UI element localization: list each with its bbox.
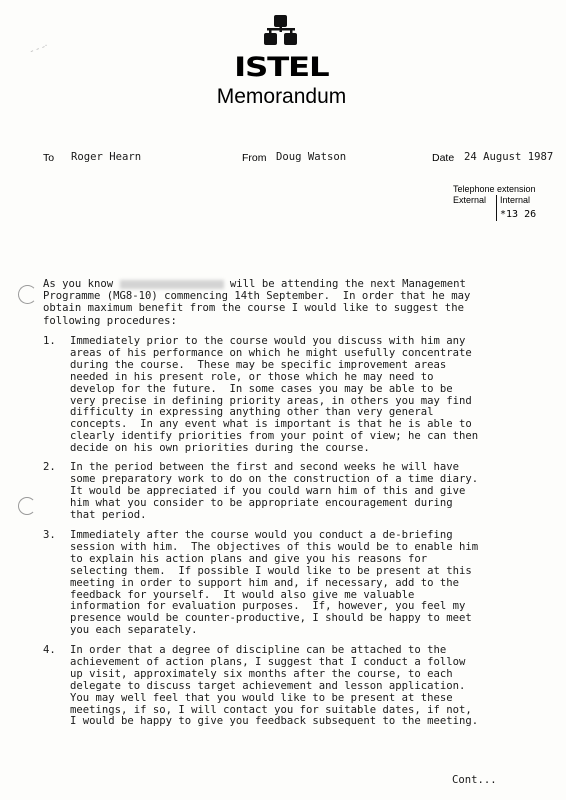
intro-text-start: As you know — [43, 278, 120, 290]
to-label: To — [43, 152, 55, 164]
internal-value: *13 26 — [500, 209, 537, 220]
external-value — [453, 206, 497, 221]
brand-name: ISTEL — [234, 52, 329, 83]
intro-text-end: will be attending the next Management — [223, 278, 466, 290]
punch-hole — [18, 497, 36, 515]
item-number: 3. — [43, 529, 56, 541]
list-item — [43, 335, 523, 455]
list-item — [43, 461, 523, 521]
telephone-label: Telephone extension — [453, 184, 536, 194]
telephone-extension — [453, 184, 536, 221]
memo-title: Memorandum — [216, 85, 347, 108]
continued-note: Cont... — [452, 774, 497, 786]
item-text: Immediately after the course would you conduct a de-briefing session with him. The objectives of this would be to enable him to explain his action plans and give you his reasons for selecting them. If possible I would like to be present at this meeting in order to support him and, if necessary, add to the feedback for yourself. It would also give me valuable information for evaluation purposes. If, however, you feel my presence would be counter-productive, I should be happy to meet you each separately. — [70, 529, 479, 637]
istel-logo-icon — [261, 14, 301, 54]
from-label: From — [242, 152, 267, 164]
item-number: 1. — [43, 335, 56, 347]
redacted-name — [120, 280, 224, 289]
list-item — [43, 529, 523, 637]
external-label: External — [453, 195, 487, 205]
letterhead — [0, 14, 566, 109]
intro-text-rest: Programme (MG8-10) commencing 14th September. In order that he may obtain maximum benefit from the course I would like to suggest the following procedures: — [43, 290, 471, 327]
punch-hole — [18, 285, 37, 304]
margin-scribble: - - -· — [28, 41, 50, 57]
intro-paragraph — [43, 278, 518, 327]
from-value: Doug Watson — [276, 151, 347, 163]
item-number: 2. — [43, 461, 56, 473]
item-text: In the period between the first and second weeks he will have some preparatory work to do on the construction of a time diary. It would be appreciated if you could warn him of this and give him what you consider to be appropriate encouragement during that period. — [70, 461, 479, 521]
to-value: Roger Hearn — [71, 151, 142, 163]
item-text: In order that a degree of discipline can be attached to the achievement of action plans, I suggest that I conduct a follow up visit, approximately six months after the course, to each delegate to discuss target achievement and lesson application. You may well feel that you would like to be present at these meetings, if so, I will contact you for suitable dates, if not, I would be happy to give you feedback subsequent to the meeting. — [70, 644, 479, 728]
date-label: Date — [432, 152, 455, 164]
list-item — [43, 644, 523, 728]
internal-label: Internal — [496, 195, 530, 206]
date-value: 24 August 1987 — [464, 151, 554, 163]
item-number: 4. — [43, 644, 56, 656]
item-text: Immediately prior to the course would you discuss with him any areas of his performance on which he might usefully concentrate during the course. These may be specific improvement areas needed in his present role, or those which he may need to develop for the future. In some cases you may be able to be very precise in defining priority areas, in others you may find difficulty in expressing anything other than very general concepts. In any event what is important is that he is able to clearly identify priorities from your point of view; he can then decide on his own priorities during the course. — [70, 335, 479, 455]
